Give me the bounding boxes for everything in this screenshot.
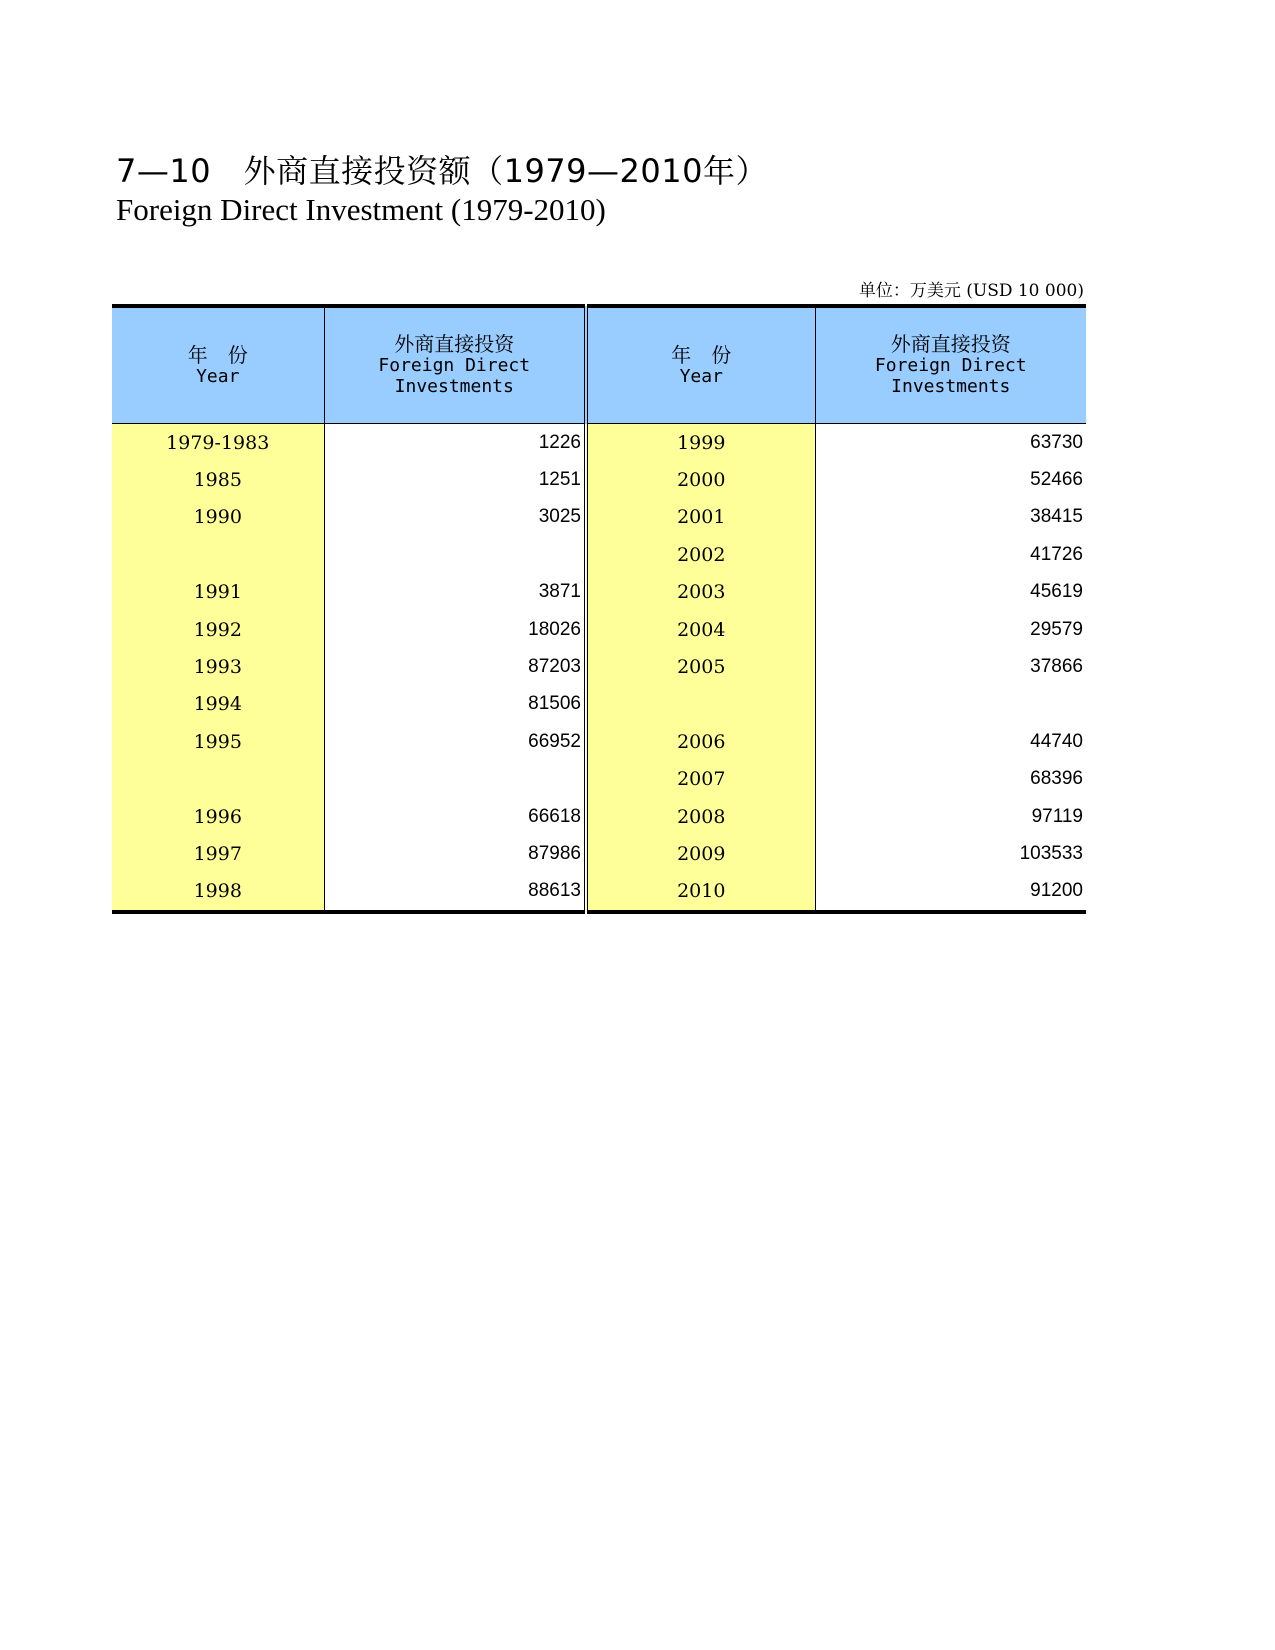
year-cell: 1999	[586, 424, 815, 462]
value-cell: 1251	[324, 461, 586, 498]
header-year-left	[112, 306, 324, 424]
value-cell: 81506	[324, 686, 586, 723]
year-cell: 2004	[586, 611, 815, 648]
year-cell	[112, 761, 324, 798]
value-cell: 45619	[815, 574, 1086, 611]
value-cell: 97119	[815, 798, 1086, 835]
year-cell: 1991	[112, 574, 324, 611]
value-cell: 44740	[815, 723, 1086, 760]
header-fdi-en-line1: Foreign Direct	[874, 355, 1027, 376]
table-row	[112, 723, 1086, 760]
header-year-en: Year	[679, 365, 723, 387]
year-cell	[586, 686, 815, 723]
unit-label: 单位：万美元 (USD 10 000)	[858, 281, 1084, 301]
value-cell: 52466	[815, 461, 1086, 498]
table-row	[112, 536, 1086, 573]
header-year-cn: 年 份	[187, 342, 248, 367]
value-cell: 3871	[324, 574, 586, 611]
value-cell: 41726	[815, 536, 1086, 573]
header-year-cn: 年 份	[671, 342, 732, 367]
value-cell: 38415	[815, 499, 1086, 536]
header-fdi-en-line1: Foreign Direct	[378, 355, 531, 376]
year-cell: 1994	[112, 686, 324, 723]
table-row	[112, 499, 1086, 536]
value-cell: 68396	[815, 761, 1086, 798]
year-cell: 2006	[586, 723, 815, 760]
header-fdi-left	[324, 306, 586, 424]
value-cell: 87986	[324, 835, 586, 872]
header-fdi-cn: 外商直接投资	[394, 332, 515, 356]
value-cell: 91200	[815, 873, 1086, 912]
value-cell	[815, 686, 1086, 723]
table-row	[112, 835, 1086, 872]
year-cell	[112, 536, 324, 573]
year-cell: 2003	[586, 574, 815, 611]
year-cell: 2008	[586, 798, 815, 835]
value-cell: 88613	[324, 873, 586, 912]
header-fdi-cn: 外商直接投资	[890, 332, 1011, 356]
table-row	[112, 686, 1086, 723]
year-cell: 1998	[112, 873, 324, 912]
year-cell: 2007	[586, 761, 815, 798]
value-cell: 1226	[324, 424, 586, 462]
table-row	[112, 611, 1086, 648]
year-cell: 2000	[586, 461, 815, 498]
year-cell: 1997	[112, 835, 324, 872]
year-cell: 1990	[112, 499, 324, 536]
value-cell: 63730	[815, 424, 1086, 462]
year-cell: 1992	[112, 611, 324, 648]
value-cell: 18026	[324, 611, 586, 648]
table-row	[112, 761, 1086, 798]
value-cell: 66952	[324, 723, 586, 760]
year-cell: 2001	[586, 499, 815, 536]
year-cell: 2009	[586, 835, 815, 872]
year-cell: 2010	[586, 873, 815, 912]
fdi-table	[112, 304, 1086, 914]
value-cell: 87203	[324, 648, 586, 685]
year-cell: 1993	[112, 648, 324, 685]
value-cell	[324, 761, 586, 798]
header-fdi-en-line2: Investments	[394, 376, 514, 397]
table-row	[112, 461, 1086, 498]
table-row	[112, 574, 1086, 611]
year-cell: 1995	[112, 723, 324, 760]
year-cell: 2002	[586, 536, 815, 573]
value-cell: 37866	[815, 648, 1086, 685]
year-cell: 1985	[112, 461, 324, 498]
value-cell: 3025	[324, 499, 586, 536]
year-cell: 1979-1983	[112, 424, 324, 462]
header-row	[112, 306, 1086, 424]
value-cell: 66618	[324, 798, 586, 835]
header-year-right	[586, 306, 815, 424]
table-row	[112, 648, 1086, 685]
value-cell: 29579	[815, 611, 1086, 648]
header-year-en: Year	[196, 365, 240, 387]
value-cell	[324, 536, 586, 573]
table-title-english: Foreign Direct Investment (1979-2010)	[116, 192, 606, 227]
year-cell: 1996	[112, 798, 324, 835]
table-row	[112, 873, 1086, 912]
header-fdi-right	[815, 306, 1086, 424]
header-fdi-en-line2: Investments	[891, 376, 1011, 397]
table-row	[112, 798, 1086, 835]
table-row	[112, 424, 1086, 462]
table-title-chinese: 7—10 外商直接投资额（1979—2010年）	[116, 152, 768, 190]
year-cell: 2005	[586, 648, 815, 685]
value-cell: 103533	[815, 835, 1086, 872]
